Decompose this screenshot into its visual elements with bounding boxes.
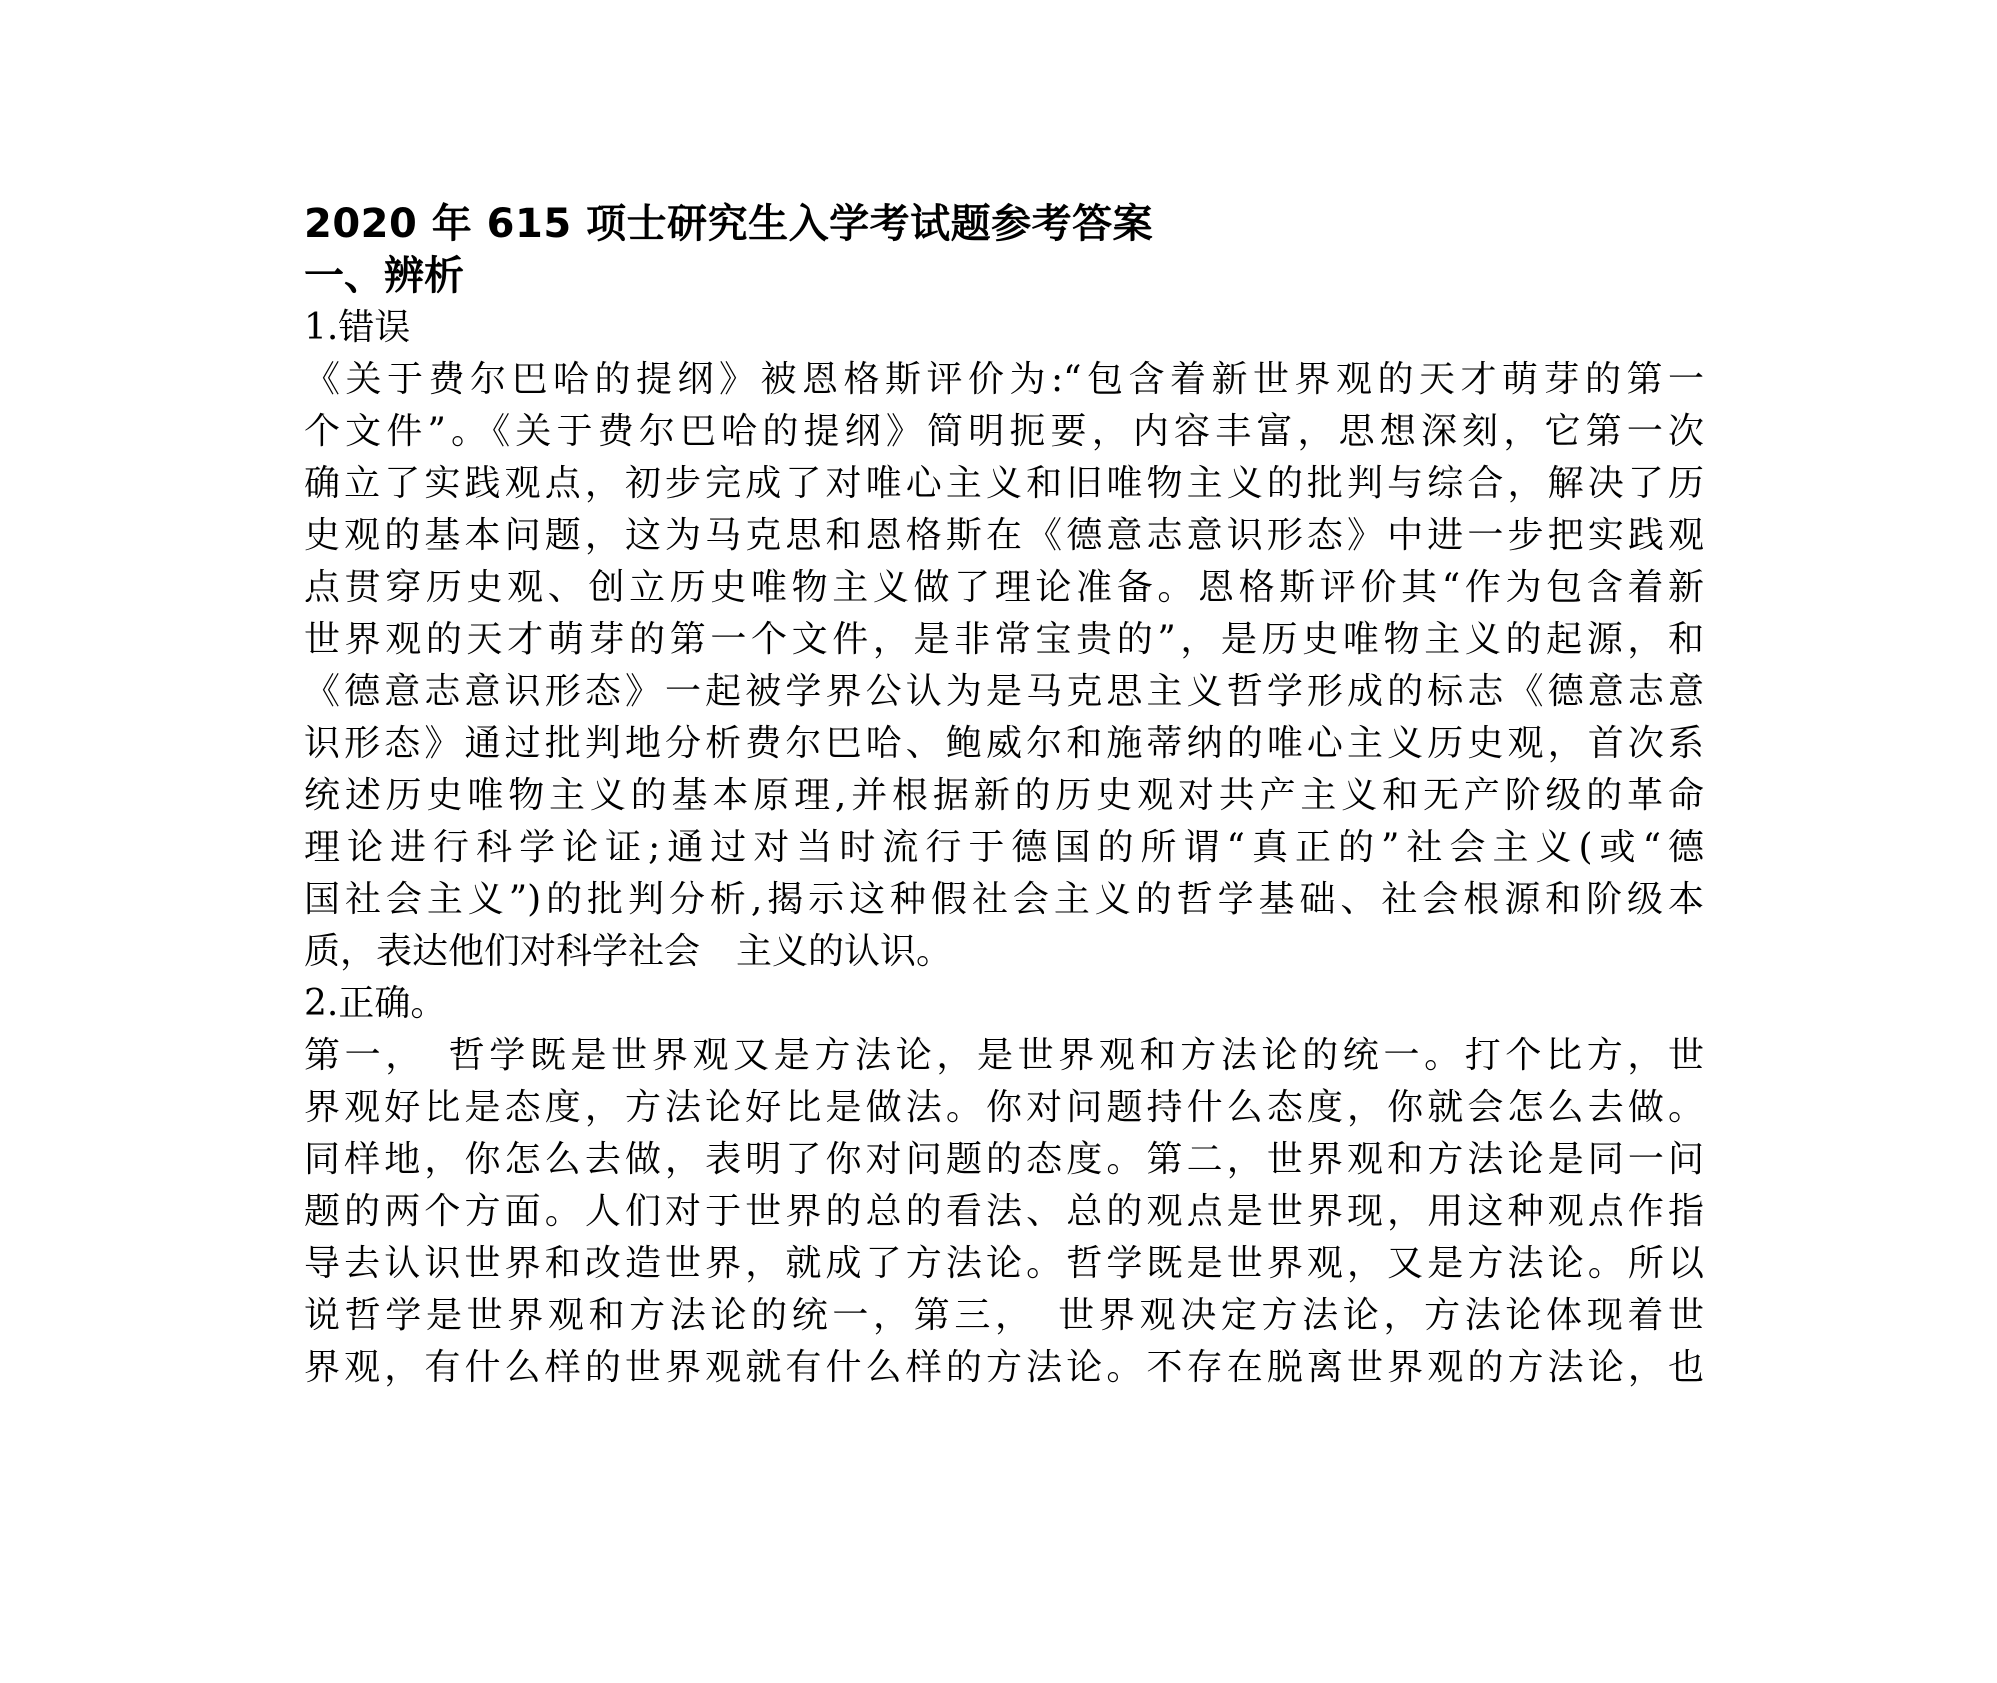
paragraph-line: 理论进行科学论证;通过对当时流行于德国的所谓“真正的”社会主义(或“德 bbox=[304, 827, 1704, 868]
item-2-paragraph bbox=[304, 1030, 1704, 1394]
paragraph-line: 界观好比是态度，方法论好比是做法。你对问题持什么态度，你就会怎么去做。 bbox=[304, 1087, 1704, 1128]
paragraph-line: 界观，有什么样的世界观就有什么样的方法论。不存在脱离世界观的方法论，也 bbox=[304, 1347, 1704, 1388]
paragraph-line: 识形态》通过批判地分析费尔巴哈、鲍威尔和施蒂纳的唯心主义历史观，首次系 bbox=[304, 723, 1704, 764]
paragraph-line: 说哲学是世界观和方法论的统一，第三， 世界观决定方法论，方法论体现着世 bbox=[304, 1295, 1704, 1336]
paragraph-line: 统述历史唯物主义的基本原理,并根据新的历史观对共产主义和无产阶级的革命 bbox=[304, 775, 1704, 816]
paragraph-line: 题的两个方面。人们对于世界的总的看法、总的观点是世界现，用这种观点作指 bbox=[304, 1191, 1704, 1232]
paragraph-line: 世界观的天才萌芽的第一个文件，是非常宝贵的”，是历史唯物主义的起源，和 bbox=[304, 619, 1704, 660]
paragraph-line: 《德意志意识形态》一起被学界公认为是马克思主义哲学形成的标志《德意志意 bbox=[304, 671, 1704, 712]
paragraph-line: 确立了实践观点，初步完成了对唯心主义和旧唯物主义的批判与综合，解决了历 bbox=[304, 463, 1704, 504]
paragraph-line: 《关于费尔巴哈的提纲》被恩格斯评价为:“包含着新世界观的天才萌芽的第一 bbox=[304, 359, 1704, 400]
paragraph-line: 导去认识世界和改造世界，就成了方法论。哲学既是世界观，又是方法论。所以 bbox=[304, 1243, 1704, 1284]
item-1-paragraph bbox=[304, 354, 1704, 978]
paragraph-line: 质，表达他们对科学社会 主义的认识。 bbox=[304, 931, 953, 972]
item-1-label: 1.错误 bbox=[304, 307, 411, 348]
paragraph-line: 国社会主义”)的批判分析,揭示这种假社会主义的哲学基础、社会根源和阶级本 bbox=[304, 879, 1704, 920]
paragraph-line: 第一， 哲学既是世界观又是方法论，是世界观和方法论的统一。打个比方，世 bbox=[304, 1035, 1704, 1076]
document-body bbox=[304, 198, 1704, 1394]
section-heading: 一、辨析 bbox=[304, 253, 464, 299]
paragraph-line: 点贯穿历史观、创立历史唯物主义做了理论准备。恩格斯评价其“作为包含着新 bbox=[304, 567, 1704, 608]
paragraph-line: 史观的基本问题，这为马克思和恩格斯在《德意志意识形态》中进一步把实践观 bbox=[304, 515, 1704, 556]
paragraph-line: 同样地，你怎么去做，表明了你对问题的态度。第二，世界观和方法论是同一问 bbox=[304, 1139, 1704, 1180]
item-2-label: 2.正确。 bbox=[304, 983, 447, 1024]
document-title: 2020 年 615 项士研究生入学考试题参考答案 bbox=[304, 201, 1154, 247]
paragraph-line: 个文件”。《关于费尔巴哈的提纲》简明扼要，内容丰富，思想深刻，它第一次 bbox=[304, 411, 1704, 452]
